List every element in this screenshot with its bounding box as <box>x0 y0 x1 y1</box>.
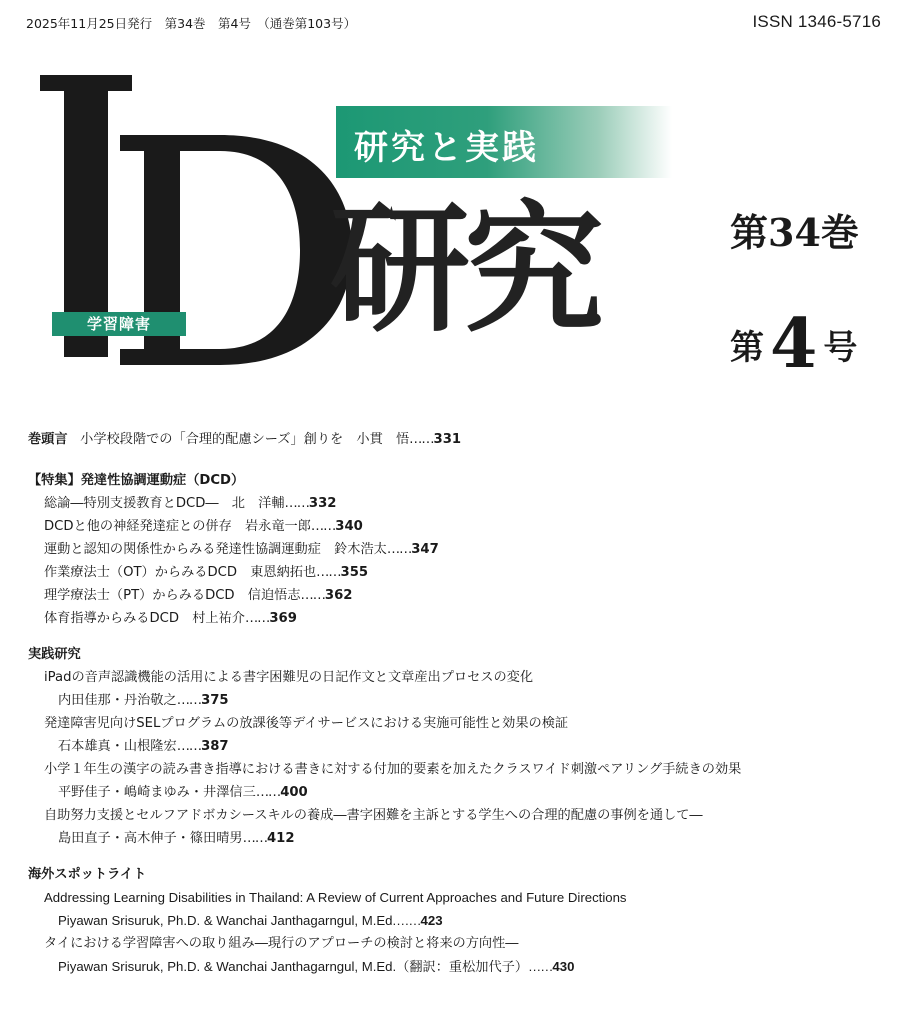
page-number: 331 <box>433 432 462 447</box>
article-authors: 内田佳那・丹治敬之……375 <box>58 693 229 708</box>
toc-entry: DCDと他の神経発達症との併存 岩永竜一郎……340 <box>44 519 363 534</box>
article-authors: 島田直子・高木伸子・篠田晴男……412 <box>58 831 295 846</box>
subject-tag: 学習障害 <box>52 312 186 336</box>
issue-suffix: 号 <box>823 328 858 368</box>
article-authors: Piyawan Srisuruk, Ph.D. & Wanchai Janthagarngul, M.Ed.（翻訳：重松加代子）……430 <box>58 959 575 974</box>
article-title: iPadの音声認識機能の活用による書字困難児の日記作文と文章産出プロセスの変化 <box>44 670 534 685</box>
toc-entry: 理学療法士（PT）からみるDCD 信迫悟志……362 <box>44 588 353 603</box>
publication-info: 2025年11月25日発行 第34巻 第4号 （通巻第103号） <box>26 16 357 31</box>
page-number: 375 <box>201 693 229 708</box>
page-number: 423 <box>420 913 443 928</box>
toc-entry: 体育指導からみるDCD 村上祐介……369 <box>44 611 297 626</box>
page-number: 430 <box>552 959 575 974</box>
article-authors: 石本雄真・山根隆宏……387 <box>58 739 229 754</box>
page-number: 332 <box>308 496 337 511</box>
page-number: 400 <box>280 785 308 800</box>
toc-entry: 運動と認知の関係性からみる発達性協調運動症 鈴木浩太……347 <box>44 542 439 557</box>
toc-entry: 作業療法士（OT）からみるDCD 東恩納拓也……355 <box>44 565 369 580</box>
article-title: 自助努力支援とセルフアドボカシースキルの養成―書字困難を主訴とする学生への合理的配慮の事例を通して― <box>44 808 703 823</box>
section-heading-overseas: 海外スポットライト <box>28 867 147 882</box>
foreword-title: 小学校段階での「合理的配慮シーズ」創りを 小貫 悟 <box>80 432 410 447</box>
page-number: 347 <box>411 542 439 557</box>
toc-entry: 総論―特別支援教育とDCD― 北 洋輔……332 <box>44 496 337 511</box>
page-number: 369 <box>269 611 297 626</box>
issue-prefix: 第 <box>730 328 764 368</box>
issue-label <box>730 304 857 384</box>
page-number: 387 <box>201 739 229 754</box>
article-title: Addressing Learning Disabilities in Thailand: A Review of Current Approaches and Future Directions <box>44 890 627 905</box>
article-authors: 平野佳子・嶋崎まゆみ・井澤信三……400 <box>58 785 308 800</box>
page-number: 355 <box>340 565 369 580</box>
table-of-contents <box>28 428 888 978</box>
article-title: 発達障害児向けSELプログラムの放課後等デイサービスにおける実施可能性と効果の検証 <box>44 716 569 731</box>
issn-number: ISSN 1346-5716 <box>752 12 881 31</box>
volume-label: 第34巻 <box>730 210 859 255</box>
journal-title: 研究 <box>330 188 599 352</box>
series-title: 研究と実践 <box>354 128 539 168</box>
article-authors: Piyawan Srisuruk, Ph.D. & Wanchai Janthagarngul, M.Ed.……423 <box>58 913 443 928</box>
foreword-entry: 巻頭言 小学校段階での「合理的配慮シーズ」創りを 小貫 悟……331 <box>28 432 462 447</box>
foreword-label: 巻頭言 <box>28 432 68 447</box>
section-heading-special: 【特集】発達性協調運動症（DCD） <box>28 473 245 488</box>
page-number: 412 <box>267 831 295 846</box>
page-number: 362 <box>324 588 353 603</box>
page-number: 340 <box>335 519 363 534</box>
section-heading-practice: 実践研究 <box>28 647 81 662</box>
article-title: 小学１年生の漢字の読み書き指導における書きに対する付加的要素を加えたクラスワイド刺激ペアリング手続きの効果 <box>44 762 742 777</box>
issue-number: 4 <box>770 304 818 384</box>
article-title: タイにおける学習障害への取り組み―現行のアプローチの検討と将来の方向性― <box>44 936 519 951</box>
